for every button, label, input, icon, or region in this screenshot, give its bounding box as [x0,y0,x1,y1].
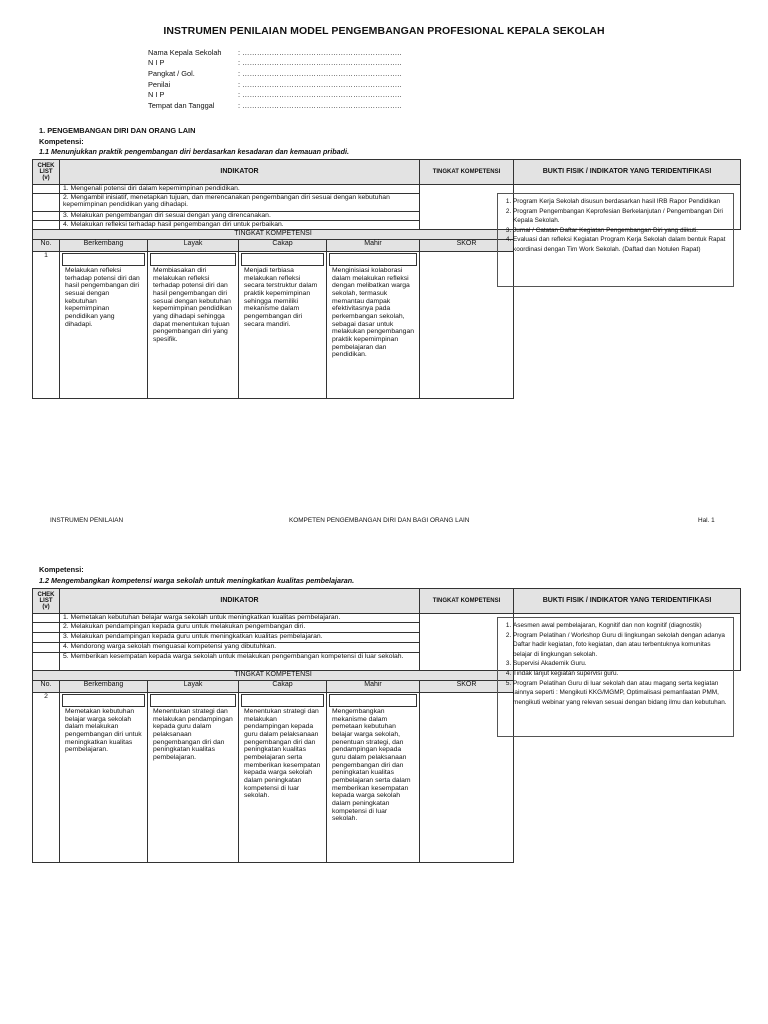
level-layak-cell [148,252,239,399]
identity-value: : ……………………………………………………….. [238,79,402,89]
level-berkembang-cell [60,693,148,863]
level-berkembang-text: Memetakan kebutuhan belajar warga sekolah dalam melakukan pengembangan diri untuk meningkatkan kualitas pembelajaran. [65,708,142,754]
checklist-cell[interactable] [33,623,60,633]
checklist-cell[interactable] [33,643,60,653]
berkembang-header: Berkembang [60,681,148,693]
layak-header: Layak [148,681,239,693]
level-cakap-cell [239,252,327,399]
indicator-item: 4. Mendorong warga sekolah menguasai kompetensi yang dibutuhkan. [60,643,420,653]
checklist-cell[interactable] [33,633,60,643]
indikator-header: INDIKATOR [60,160,420,185]
tingkat-header: TINGKAT KOMPETENSI [420,589,514,614]
level-cakap-cell [239,693,327,863]
indicator-item: 2. Mengambil inisiatif, menetapkan tujuan, dan merencanakan pengembangan diri sesuai dengan kebutuhan kepemimpinan pendidikan yang dihadapi. [60,194,420,212]
identity-row [148,69,401,80]
bukti-item: 2. Program Pelatihan / Workshop Guru di lingkungan sekolah dengan adanya Daftar hadir kegiatan, foto kegiatan, dan atau terbentuknya komunitas belajar di lingkungan sekolah. [513,631,729,660]
identity-label: Nama Kepala Sekolah [148,47,222,57]
bukti-fisik-box-2 [497,617,734,737]
level-mahir-text: Menginisiasi kolaborasi dalam melakukan refleksi dengan melibatkan warga sekolah, termasuk memantau dampak efektivitasnya pada perkembangan sekolah, sebagai dasar untuk melakukan pengembangan praktik kepemimpinan pembelajaran dan pendidikan. [332,267,415,359]
level-layak-text: Menentukan strategi dan melakukan pendampingan kepada guru dalam pelaksanaan pengembangan diri dan peningkatan kualitas pembelajaran. [153,708,233,762]
bukti-header: BUKTI FISIK / INDIKATOR YANG TERIDENTIFIKASI [514,160,741,185]
row-number: 1 [33,252,60,399]
identity-value: : ……………………………………………………….. [238,69,402,79]
checklist-header: CHEK LIST (v) [33,589,60,614]
level-layak-text: Membiasakan diri melakukan refleksi terhadap potensi diri dan hasil pengembangan diri sesuai dengan kebutuhan kepemimpinan pendidikan yang dihadapi sehingga dapat menentukan tujuan pengembangan diri yang spesifik. [153,267,232,344]
tingkat-kompetensi-row: TINGKAT KOMPETENSI [33,671,514,681]
identity-row [148,80,401,91]
bukti-item: 3. Supervisi Akademik Guru. [513,659,729,669]
score-box[interactable] [150,694,236,707]
identity-row [148,59,401,70]
no-header: No. [33,240,60,252]
checklist-cell[interactable] [33,614,60,623]
identity-value: : ……………………………………………………….. [238,90,402,100]
checklist-cell[interactable] [33,221,60,230]
score-box[interactable] [62,253,145,266]
level-cakap-text: Menjadi terbiasa melakukan refleksi secara terstruktur dalam praktik kepemimpinan sehingga memiliki mekanisme dalam pengembangan diri secara mandiri. [244,267,318,328]
indicator-item: 2. Melakukan pendampingan kepada guru untuk melakukan pengembangan diri. [60,623,420,633]
level-berkembang-text: Melakukan refleksi terhadap potensi diri dan hasil pengembangan diri sesuai dengan kebutuhan kepemimpinan pendidikan yang dihadapi. [65,267,140,328]
checklist-cell[interactable] [33,194,60,212]
indicator-item: 4. Melakukan refleksi terhadap hasil pengembangan diri untuk perbaikan. [60,221,420,230]
layak-header: Layak [148,240,239,252]
identity-label: N I P [148,90,165,100]
identity-value: : ……………………………………………………….. [238,47,402,57]
checklist-cell[interactable] [33,653,60,671]
page-title: INSTRUMEN PENILAIAN MODEL PENGEMBANGAN PROFESIONAL KEPALA SEKOLAH [163,25,605,37]
level-cakap-text: Menentukan strategi dan melakukan pendampingan kepada guru dalam pelaksanaan pengembangan diri dan peningkatan kualitas pembelajaran serta memberikan kesempatan kepada warga sekolah dalam peningkatan kompetensi di luar sekolah. [244,708,321,800]
cakap-header: Cakap [239,240,327,252]
indicator-item: 1. Mengenali potensi diri dalam kepemimpinan pendidikan. [60,185,420,194]
footer-center: KOMPETEN PENGEMBANGAN DIRI DAN BAGI ORANG LAIN [289,517,470,524]
checklist-cell[interactable] [33,212,60,221]
identity-block [148,48,401,112]
level-mahir-cell [327,252,420,399]
bukti-fisik-box-1 [497,193,734,287]
identity-value: : ……………………………………………………….. [238,58,402,68]
tingkat-kompetensi-row: TINGKAT KOMPETENSI [33,230,514,240]
score-box[interactable] [329,253,417,266]
identity-label: Pangkat / Gol. [148,69,195,79]
no-header: No. [33,681,60,693]
kompetensi-description: 1.2 Mengembangkan kompetensi warga sekolah untuk meningkatkan kualitas pembelajaran. [39,576,355,585]
bukti-header: BUKTI FISIK / INDIKATOR YANG TERIDENTIFIKASI [514,589,741,614]
identity-label: Penilai [148,79,171,89]
bukti-item: 5. Program Pelatihan Guru di luar sekolah dan atau magang serta kegiatan lainnya seperti : Mengikuti KKG/MGMP, Optimalisasi pemanfaatan PMM, mengikuti webinar yang relevan sesuai dengan bidang ilmu dan kebutuhan. [513,679,729,708]
indicator-item: 3. Melakukan pengembangan diri sesuai dengan yang direncanakan. [60,212,420,221]
identity-row [148,48,401,59]
indicator-item: 5. Memberikan kesempatan kepada warga sekolah untuk melakukan pengembangan kompetensi di luar sekolah. [60,653,420,671]
identity-label: Tempat dan Tanggal [148,100,215,110]
footer-left: INSTRUMEN PENILAIAN [50,517,124,524]
score-box[interactable] [150,253,236,266]
kompetensi-label: Kompetensi: [39,137,84,146]
score-box[interactable] [241,253,324,266]
indicator-item: 1. Memetakan kebutuhan belajar warga sekolah untuk meningkatkan kualitas pembelajaran. [60,614,420,623]
score-box[interactable] [329,694,417,707]
bukti-item: 4. Tindak lanjut kegiatan supervisi guru. [513,669,729,679]
bukti-item: 1. Asesmen awal pembelajaran, Kognitif dan non kognitif (diagnostik) [513,621,729,631]
level-mahir-cell [327,693,420,863]
cakap-header: Cakap [239,681,327,693]
identity-row [148,90,401,101]
berkembang-header: Berkembang [60,240,148,252]
skor-header: SKOR [420,681,514,693]
identity-value: : ……………………………………………………….. [238,100,402,110]
footer-page-number: Hal. 1 [698,517,715,524]
kompetensi-label: Kompetensi: [39,565,84,574]
indicator-item: 3. Melakukan pendampingan kepada guru untuk meningkatkan kualitas pembelajaran. [60,633,420,643]
checklist-cell[interactable] [33,185,60,194]
level-layak-cell [148,693,239,863]
mahir-header: Mahir [327,240,420,252]
identity-label: N I P [148,58,165,68]
skor-header: SKOR [420,240,514,252]
bukti-item: 1. Program Kerja Sekolah disusun berdasarkan hasil IRB Rapor Pendidikan [513,197,729,207]
row-number: 2 [33,693,60,863]
identity-row [148,101,401,112]
bukti-item: 3. Jurnal / Catatan Daftar Kegiatan Pengembangan Diri yang diikuti. [513,226,729,236]
bukti-item: 4. Evaluasi dan refleksi Kegiatan Program Kerja Sekolah dalam bentuk Rapat koordinasi dengan Tim Work Sekolah. (Daftad dan Notulen Rapat) [513,235,729,254]
checklist-header: CHEK LIST (v) [33,160,60,185]
indikator-header: INDIKATOR [60,589,420,614]
mahir-header: Mahir [327,681,420,693]
bukti-item: 2. Program Pengembangan Keprofesian Berkelanjutan / Pengembangan Diri Kepala Sekolah. [513,207,729,226]
tingkat-header: TINGKAT KOMPETENSI [420,160,514,185]
level-berkembang-cell [60,252,148,399]
score-box[interactable] [241,694,324,707]
level-mahir-text: Mengembangkan mekanisme dalam pemetaan kebutuhan belajar warga sekolah, penentuan strategi, dan pendampingan kepada guru dalam pelaksanaan pengembangan diri dan peningkatan kualitas pembelajaran serta dalam memberikan kesempatan kepada warga sekolah dalam peningkatan kompetensi di luar sekolah. [332,708,411,823]
kompetensi-description: 1.1 Menunjukkan praktik pengembangan diri berdasarkan kesadaran dan kemauan pribadi. [39,147,349,156]
score-box[interactable] [62,694,145,707]
section-heading: 1. PENGEMBANGAN DIRI DAN ORANG LAIN [39,126,196,135]
